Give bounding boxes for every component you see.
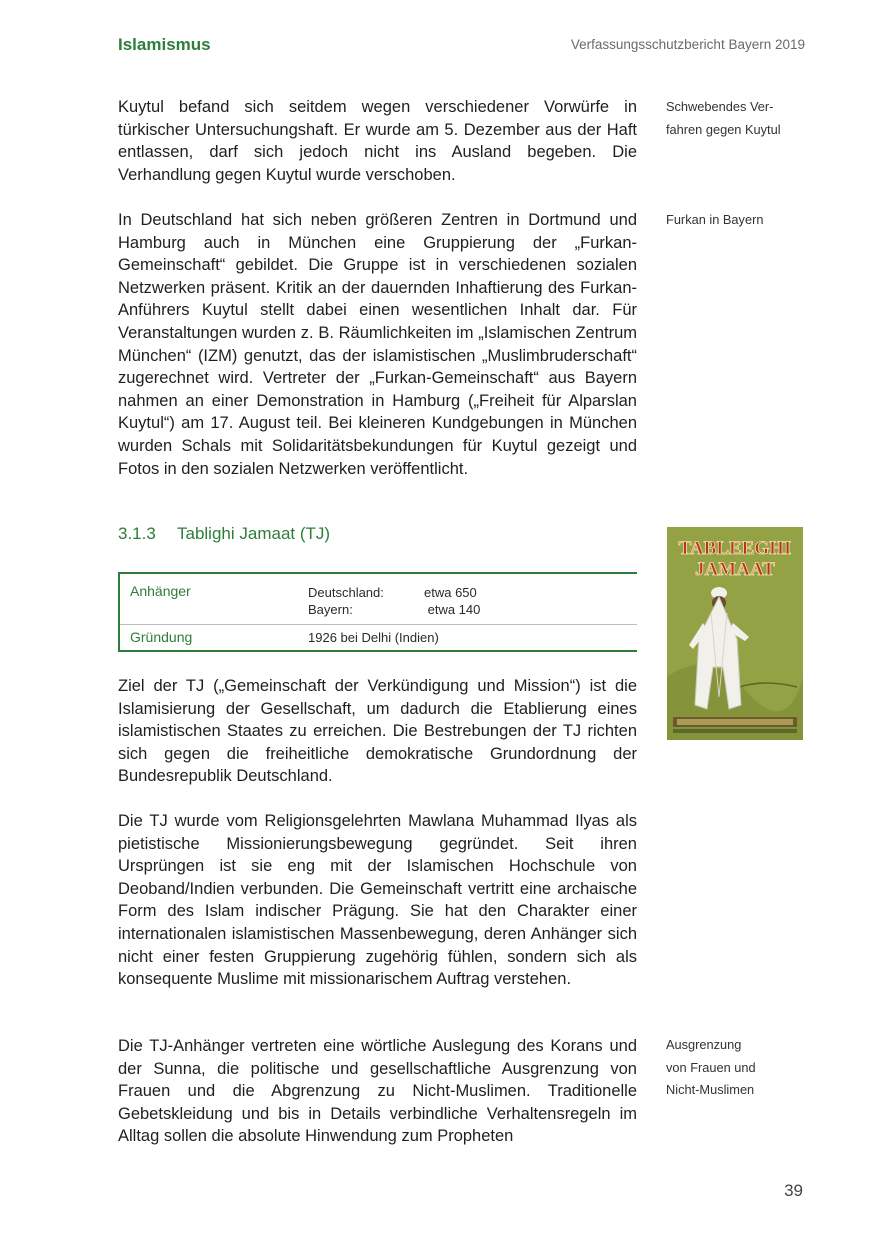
margin-note-line: fahren gegen Kuytul (666, 121, 781, 137)
book-cover-illustration (667, 527, 803, 740)
book-cover-image (667, 527, 803, 740)
paragraph-text: Die TJ-Anhänger vertreten eine wörtliche Auslegung des Korans und der Sunna, die politische und gesellschaftliche Ausgrenzung von Frauen und die Abgrenzung zu Nicht-Muslimen. Traditionelle Gebetskleidung und bis in Details verbindliche Verhaltensregeln im Alltag sollen die absolute Hinwendung zum Propheten (118, 1037, 637, 1146)
paragraph-tj-history (118, 810, 637, 991)
paragraph-furkan-bavaria (118, 209, 637, 480)
margin-note-line: von Frauen und (666, 1059, 756, 1075)
margin-note-exclusion (666, 1034, 816, 1102)
info-table (118, 572, 637, 652)
running-header-document: Verfassungsschutzbericht Bayern 2019 (570, 37, 805, 52)
table-label-founding: Gründung (130, 629, 193, 645)
margin-note-pending-proceedings (666, 96, 816, 141)
page-number: 39 (784, 1181, 803, 1200)
cover-title-line2: JAMAAT (695, 559, 775, 580)
paragraph-tj-doctrine (118, 1035, 637, 1148)
table-row-supporters (120, 574, 637, 625)
supporters-entry (308, 584, 480, 601)
paragraph-text: Ziel der TJ („Gemeinschaft der Verkündigung und Mission“) ist die Islamisierung der Gesellschaft, um dadurch die Etablierung eines islamistischen Staates zu erreichen. Die Bestrebungen der TJ richten sich gegen die freiheitliche demokratische Grundordnung der Bundesrepublik Deutschland. (118, 677, 637, 786)
table-value-supporters (308, 584, 480, 618)
margin-note-line: Nicht-Muslimen (666, 1082, 755, 1097)
paragraph-tj-goal (118, 675, 637, 788)
section-number: 3.1.3 (118, 524, 156, 543)
running-header-section: Islamismus (118, 35, 211, 54)
table-row-founding (120, 624, 637, 652)
supporters-region: Deutschland: (308, 585, 384, 600)
supporters-count: etwa 650 (424, 585, 477, 600)
table-label-supporters: Anhänger (130, 583, 191, 599)
margin-note-line: Schwebendes Ver- (666, 99, 774, 114)
margin-note-line: Furkan in Bayern (666, 212, 764, 227)
margin-note-line: Ausgrenzung (666, 1037, 742, 1052)
supporters-entry (308, 601, 480, 618)
section-heading (118, 524, 330, 544)
supporters-region: Bayern: (308, 602, 353, 617)
cover-title-line1: TABLEEGHI (678, 538, 792, 559)
table-value-founding: 1926 bei Delhi (Indien) (308, 630, 439, 645)
paragraph-text: Die TJ wurde vom Religionsgelehrten Mawlana Muhammad Ilyas als pietistische Missionierungsbewegung gegründet. Seit ihren Ursprüngen ist sie eng mit der Islamischen Hochschule von Deoband/Indien verbunden. Die Gemeinschaft vertritt eine archaische Form des Islam indischer Prägung. Sie hat den Charakter einer internationalen islamistischen Massenbewegung, deren Anhänger sich nicht einer festen Gruppierung zugehörig fühlen, sondern sich als konsequente Muslime mit missionarischem Auftrag verstehen. (118, 812, 637, 989)
section-title: Tablighi Jamaat (TJ) (177, 524, 331, 543)
margin-note-furkan-bavaria (666, 209, 816, 232)
paragraph-kuytul-detention (118, 96, 637, 186)
paragraph-text: In Deutschland hat sich neben größeren Zentren in Dortmund und Hamburg auch in München eine Gruppierung der „Furkan-Gemeinschaft“ gebildet. Die Gruppe ist in verschiedenen sozialen Netzwerken präsent. Kritik an der dauernden Inhaftierung des Furkan-Anführers Kuytul stellt dabei einen wesentlichen Inhalt dar. Für Veranstaltungen wurden z. B. Räumlichkeiten im „Islamischen Zentrum München“ (IZM) genutzt, das der islamistischen „Muslimbruderschaft“ zugerechnet wird. Vertreter der „Furkan-Gemeinschaft“ aus Bayern nahmen an einer Demonstration in Hamburg („Freiheit für Alparslan Kuytul“) am 17. August teil. Bei kleineren Kundgebungen in München wurden Schals mit Solidaritätsbekundungen für Kuytul gezeigt und Fotos in den sozialen Netzwerken veröffentlicht. (118, 211, 637, 478)
paragraph-text: Kuytul befand sich seitdem wegen verschiedener Vorwürfe in türkischer Untersuchungshaft. Er wurde am 5. Dezember aus der Haft entlassen, darf sich jedoch nicht ins Ausland begeben. Die Verhandlung gegen Kuytul wurde verschoben. (118, 98, 637, 184)
supporters-count: etwa 140 (424, 602, 481, 617)
